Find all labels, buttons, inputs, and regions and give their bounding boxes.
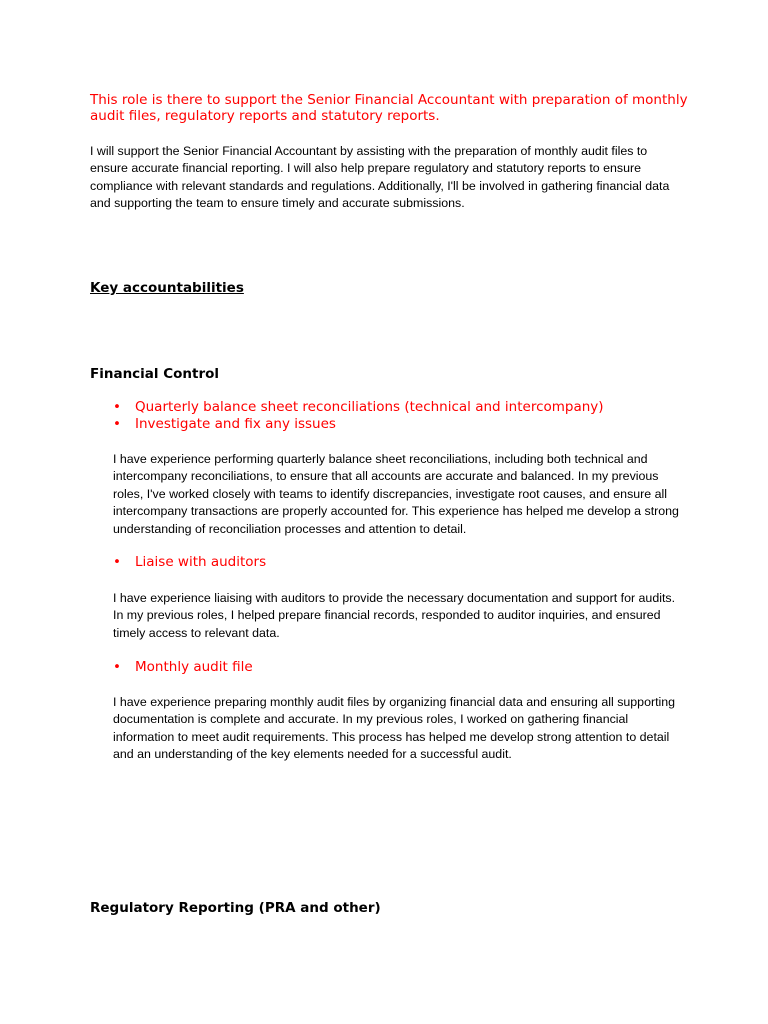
- bullet-icon: •: [113, 399, 121, 415]
- bullet-icon: •: [113, 659, 121, 675]
- bullet-text: Investigate and fix any issues: [135, 416, 336, 432]
- bullet-text: Monthly audit file: [135, 659, 253, 675]
- bullet-item: [113, 399, 604, 416]
- bullet-item: [113, 659, 253, 676]
- auditors-response-paragraph: I have experience liaising with auditors to provide the necessary documentation and support for audits. In my previous roles, I helped prepare financial records, responded to auditor inquiries, and ensured timely access to relevant data.: [113, 591, 676, 640]
- bullet-text: Quarterly balance sheet reconciliations (technical and intercompany): [135, 399, 604, 415]
- bullet-icon: •: [113, 554, 121, 570]
- bullet-item: [113, 554, 266, 571]
- reconciliation-bullet-list: [113, 399, 604, 433]
- bullet-icon: •: [113, 416, 121, 432]
- reconciliation-response-paragraph: I have experience performing quarterly balance sheet reconciliations, including both technical and intercompany reconciliations, to ensure that all accounts are accurate and balanced. In my previous roles, I've worked closely with teams to identify discrepancies, investigate root causes, and ensure all intercompany transactions are properly accounted for. This experience has helped me develop a strong understanding of reconciliation processes and attention to detail.: [113, 452, 679, 536]
- audit-file-response-paragraph: I have experience preparing monthly audit files by organizing financial data and ensuring all supporting documentation is complete and accurate. In my previous roles, I worked on gathering financial information to meet audit requirements. This process has helped me develop strong attention to detail and an understanding of the key elements needed for a successful audit.: [113, 695, 676, 762]
- auditors-bullet-list: [113, 554, 266, 571]
- role-requirement-text: This role is there to support the Senior Financial Accountant with preparation of monthly audit files, regulatory reports and statutory reports.: [90, 92, 688, 124]
- bullet-text: Liaise with auditors: [135, 554, 267, 570]
- regulatory-reporting-heading: Regulatory Reporting (PRA and other): [90, 900, 381, 916]
- audit-file-bullet-list: [113, 659, 253, 676]
- bullet-item: [113, 416, 604, 433]
- key-accountabilities-heading: Key accountabilities: [90, 280, 244, 296]
- financial-control-heading: Financial Control: [90, 366, 220, 382]
- role-response-paragraph: I will support the Senior Financial Accountant by assisting with the preparation of monthly audit files to ensure accurate financial reporting. I will also help prepare regulatory and statutory reports to ensure compliance with relevant standards and regulations. Additionally, I'll be involved in gathering financial data and supporting the team to ensure timely and accurate submissions.: [90, 144, 670, 211]
